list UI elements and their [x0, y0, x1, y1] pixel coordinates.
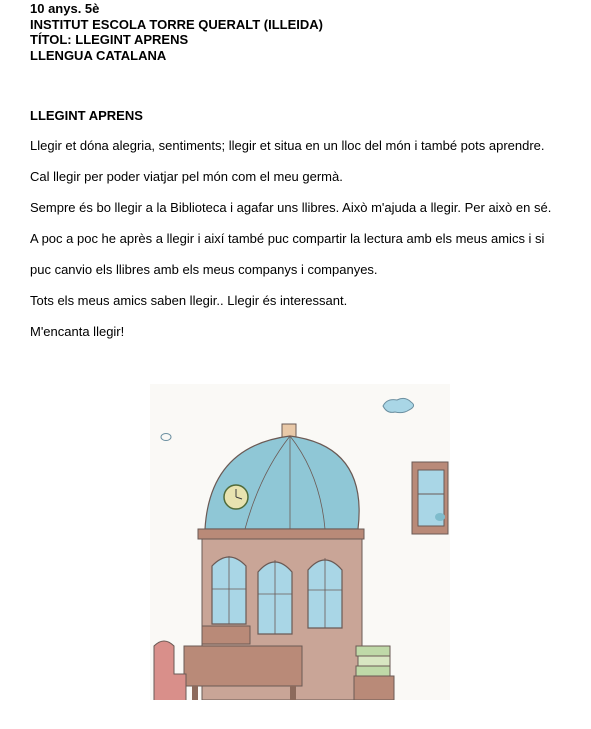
article-body	[30, 138, 551, 355]
grade-line: 10 anys. 5è	[30, 1, 100, 16]
paragraph: Tots els meus amics saben llegir.. Llegir és interessant.	[30, 293, 348, 308]
paragraph: puc canvio els llibres amb els meus companys i companyes.	[30, 262, 378, 277]
paragraph: Sempre és bo llegir a la Biblioteca i agafar uns llibres. Això m'ajuda a llegir. Per això en sé.	[30, 200, 552, 215]
building-drawing	[184, 539, 394, 700]
dome-drawing	[205, 424, 359, 529]
library-illustration	[150, 384, 450, 700]
library-drawing	[150, 384, 450, 700]
paragraph: Llegir et dóna alegria, sentiments; llegir et situa en un lloc del món i també pots aprendre.	[30, 138, 545, 153]
ledge-drawing	[198, 529, 364, 539]
cloud-drawing	[383, 398, 414, 412]
paragraph: M'encanta llegir!	[30, 324, 125, 339]
article-title: LLEGINT APRENS	[30, 108, 143, 123]
paragraph: Cal llegir per poder viatjar pel món com el meu germà.	[30, 169, 343, 184]
paragraph: A poc a poc he après a llegir i així també puc compartir la lectura amb els meus amics i si	[30, 231, 545, 246]
document-header	[30, 1, 323, 63]
school-line: INSTITUT ESCOLA TORRE QUERALT (ILLEIDA)	[30, 16, 323, 32]
title-line: TÍTOL: LLEGINT APRENS	[30, 32, 189, 47]
bubble-drawing	[161, 434, 171, 441]
side-window-drawing	[412, 462, 448, 534]
chair-drawing	[154, 641, 186, 700]
subject-line: LLENGUA CATALANA	[30, 47, 167, 63]
